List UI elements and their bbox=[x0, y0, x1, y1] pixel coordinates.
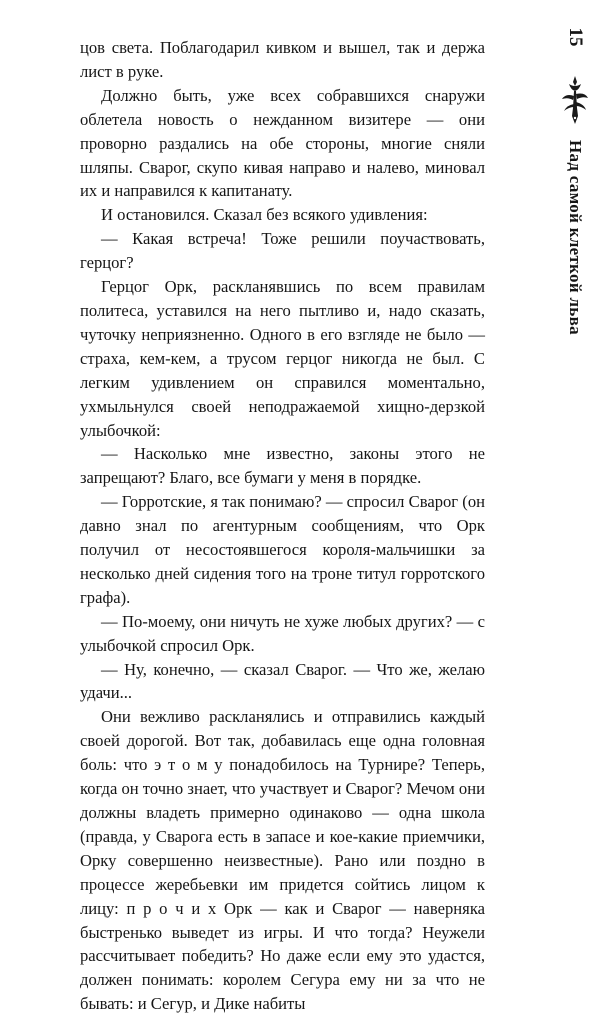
paragraph: Они вежливо раскланялись и отправились каждый своей дорогой. Вот так, добавилась еще одна головная боль: что э т о м у понадобилось на Турнире? Теперь, когда он точно знает, что участвует и Сварог? Мечом они должны владеть примерно одинаково — одна школа (правда, у Сварога есть в запасе и кое-какие приемчики, Орку совершенно неизвестные). Рано или поздно в процессе жеребьевки им придется сойтись лицом к лицу: п р о ч и х Орк — как и Сварог — наверняка быстренько выведет из игры. И что тогда? Неужели рассчитывает победить? Но даже если ему это удастся, должен понимать: королем Сегура ему ни за что не бывать: и Сегур, и Дике набиты bbox=[80, 707, 485, 1014]
heraldic-ornament-icon bbox=[559, 74, 591, 126]
running-title: Над самой клеткой льва bbox=[566, 140, 585, 335]
side-running-header bbox=[550, 0, 600, 750]
paragraph: Герцог Орк, раскланявшись по всем правилам политеса, уставился на него пытливо и, надо сказать, чуточку неприязненно. Одного в его взгляде не было — страха, кем-кем, а трусом герцог никогда не был. С легким удивлением он справился моментально, ухмыльнулся своей неподражаемой хищно-дерзкой улыбочкой: bbox=[80, 277, 485, 440]
paragraph: — Ну, конечно, — сказал Сварог. — Что же, желаю удачи... bbox=[80, 659, 485, 703]
body-text bbox=[80, 36, 485, 1016]
paragraph: Должно быть, уже всех собравшихся снаружи облетела новость о нежданном визитере — они проворно раздались на обе стороны, многие сняли шляпы. Сварог, скупо кивая направо и налево, миновал их и направился к капитанату. bbox=[80, 85, 485, 201]
paragraph: — Горротские, я так понимаю? — спросил Сварог (он давно знал по агентурным сообщениям, что Орк получил от несостоявшегося короля-мальчишки за несколько дней сидения того на троне титул горротского графа). bbox=[80, 492, 485, 607]
paragraph: — По-моему, они ничуть не хуже любых других? — с улыбочкой спросил Орк. bbox=[80, 611, 485, 655]
paragraph: цов света. Поблагодарил кивком и вышел, так и держа лист в руке. bbox=[80, 38, 485, 81]
paragraph: И остановился. Сказал без всякого удивления: bbox=[101, 205, 428, 225]
paragraph: — Насколько мне известно, законы этого не запрещают? Благо, все бумаги у меня в порядке. bbox=[80, 444, 485, 488]
page-number: 15 bbox=[565, 27, 586, 47]
paragraph: — Какая встреча! Тоже решили поучаствовать, герцог? bbox=[80, 229, 485, 273]
